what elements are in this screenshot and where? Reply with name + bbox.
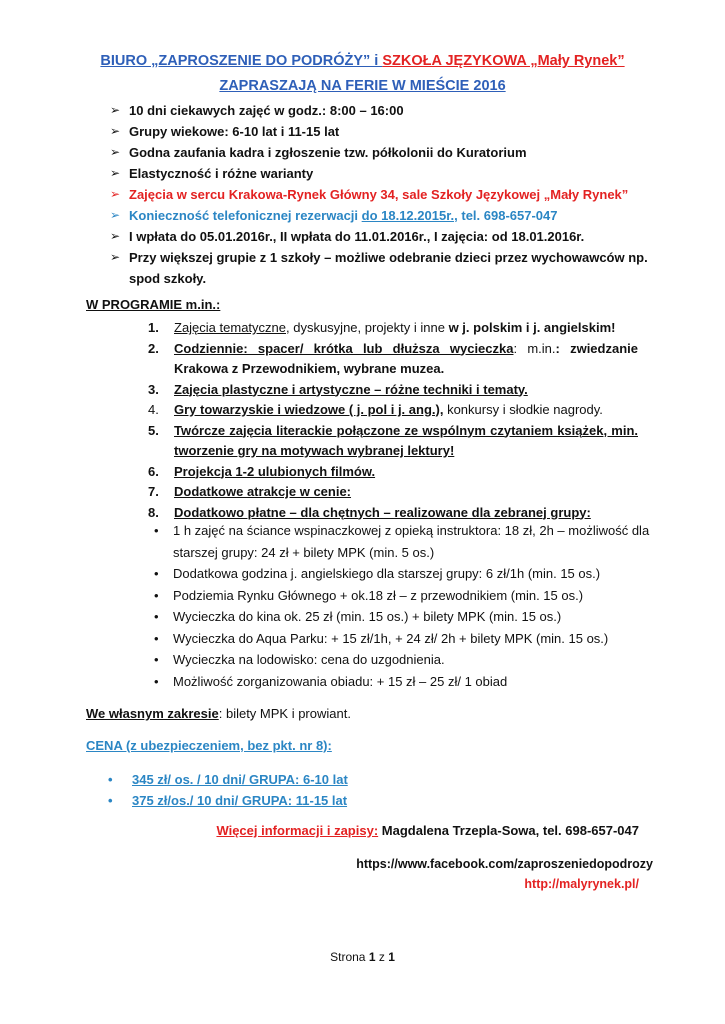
dot-bullet-icon: •: [154, 652, 159, 667]
header-school: SZKOŁA JĘZYKOWA „Mały Rynek”: [382, 53, 625, 69]
program-item: 7. Dodatkowe atrakcje w cenie:: [148, 484, 352, 499]
program-item: 6. Projekcja 1-2 ulubionych filmów.: [148, 463, 376, 479]
dot-bullet-icon: •: [154, 587, 159, 603]
price-item: • 345 zł/ os. / 10 dni/ GRUPA: 6-10 lat: [108, 769, 348, 790]
list-item: • Dodatkowa godzina j. angielskiego dla starszej grupy: 6 zł/1h (min. 15 os.): [152, 563, 652, 585]
list-item-reservation: ➢ Konieczność telefonicznej rezerwacji do 18.12.2015r., tel. 698-657-047: [110, 205, 650, 226]
header-subtitle: ZAPRASZAJĄ NA FERIE W MIEŚCIE 2016: [219, 78, 506, 94]
extras-list: [152, 520, 652, 692]
dot-bullet-icon: •: [154, 673, 159, 689]
price-item: • 375 zł/os./ 10 dni/ GRUPA: 11-15 lat: [108, 790, 348, 811]
arrow-bullet-icon: ➢: [110, 145, 121, 159]
header-agency: BIURO „ZAPROSZENIE DO PODRÓŻY” i: [100, 53, 383, 69]
dot-bullet-icon: •: [154, 566, 159, 581]
dot-bullet-icon: •: [154, 609, 159, 624]
facebook-link[interactable]: https://www.facebook.com/zaproszeniedopodrozy: [356, 857, 653, 871]
list-item: • Podziemia Rynku Głównego + ok.18 zł – z przewodnikiem (min. 15 os.): [152, 585, 652, 607]
program-item: 8. Dodatkowo płatne – dla chętnych – realizowane dla zebranej grupy:: [148, 504, 591, 520]
list-item: ➢ 10 dni ciekawych zajęć w godz.: 8:00 – 16:00: [110, 100, 650, 121]
arrow-bullet-icon: ➢: [110, 229, 121, 243]
dot-bullet-icon: •: [108, 772, 113, 787]
arrow-bullet-icon: ➢: [110, 124, 121, 138]
program-item: 1. Zajęcia tematyczne, dyskusyjne, projekty i inne w j. polskim i j. angielskim!: [148, 320, 616, 335]
list-item: • 1 h zajęć na ściance wspinaczkowej z opieką instruktora: 18 zł, 2h – możliwość dla starszej grupy: 24 zł + bilety MPK (min. 5 os.): [152, 520, 652, 563]
highlights-list: [110, 100, 650, 289]
list-item-payments: ➢ I wpłata do 05.01.2016r., II wpłata do 11.01.2016r., I zajęcia: od 18.01.2016r.: [110, 226, 650, 247]
price-list: [108, 769, 348, 811]
list-item: • Możliwość zorganizowania obiadu: + 15 zł – 25 zł/ 1 obiad: [152, 671, 652, 693]
arrow-bullet-icon: ➢: [110, 103, 121, 117]
program-title: W PROGRAMIE m.in.:: [86, 297, 221, 312]
dot-bullet-icon: •: [108, 793, 113, 808]
dot-bullet-icon: •: [154, 630, 159, 646]
program-item: 4. Gry towarzyskie i wiedzowe ( j. pol i j. ang.), konkursy i słodkie nagrody.: [148, 402, 603, 417]
list-item: ➢ Elastyczność i różne warianty: [110, 163, 650, 184]
program-list: [148, 318, 638, 523]
website-link[interactable]: http://malyrynek.pl/: [524, 877, 639, 891]
contact-info: Więcej informacji i zapisy: Magdalena Trzepla-Sowa, tel. 698-657-047: [216, 823, 639, 838]
list-item: • Wycieczka na lodowisko: cena do uzgodnienia.: [152, 649, 652, 671]
list-item-location: ➢ Zajęcia w sercu Krakowa-Rynek Główny 34, sale Szkoły Językowej „Mały Rynek”: [110, 184, 650, 205]
reservation-deadline: do 18.12.2015r.,: [361, 208, 458, 223]
dot-bullet-icon: •: [154, 523, 159, 538]
own-expenses: We własnym zakresie: bilety MPK i prowiant.: [86, 706, 351, 721]
arrow-bullet-icon: ➢: [110, 166, 121, 180]
program-item: 3. Zajęcia plastyczne i artystyczne – różne techniki i tematy.: [148, 381, 528, 397]
arrow-bullet-icon: ➢: [110, 250, 121, 264]
list-item-group: ➢ Przy większej grupie z 1 szkoły – możliwe odebranie dzieci przez wychowawców np. spod szkoły.: [110, 247, 650, 289]
list-item: • Wycieczka do Aqua Parku: + 15 zł/1h, + 24 zł/ 2h + bilety MPK (min. 15 os.): [152, 628, 652, 650]
price-title: CENA (z ubezpieczeniem, bez pkt. nr 8):: [86, 738, 332, 753]
header-title: [0, 53, 725, 69]
arrow-bullet-icon: ➢: [110, 208, 121, 222]
program-item: 5. Twórcze zajęcia literackie połączone ze wspólnym czytaniem książek, min. tworzenie gry na motywach wybranej lektury!: [148, 422, 638, 458]
list-item: ➢ Godna zaufania kadra i zgłoszenie tzw. półkolonii do Kuratorium: [110, 142, 650, 163]
program-item: 2. Codziennie: spacer/ krótka lub dłuższa wycieczka: m.in.: zwiedzanie Krakowa z Przewodnikiem, wybrane muzea.: [148, 340, 638, 376]
list-item: • Wycieczka do kina ok. 25 zł (min. 15 os.) + bilety MPK (min. 15 os.): [152, 606, 652, 628]
page-footer: Strona 1 z 1: [330, 950, 395, 964]
arrow-bullet-icon: ➢: [110, 187, 121, 201]
list-item: ➢ Grupy wiekowe: 6-10 lat i 11-15 lat: [110, 121, 650, 142]
